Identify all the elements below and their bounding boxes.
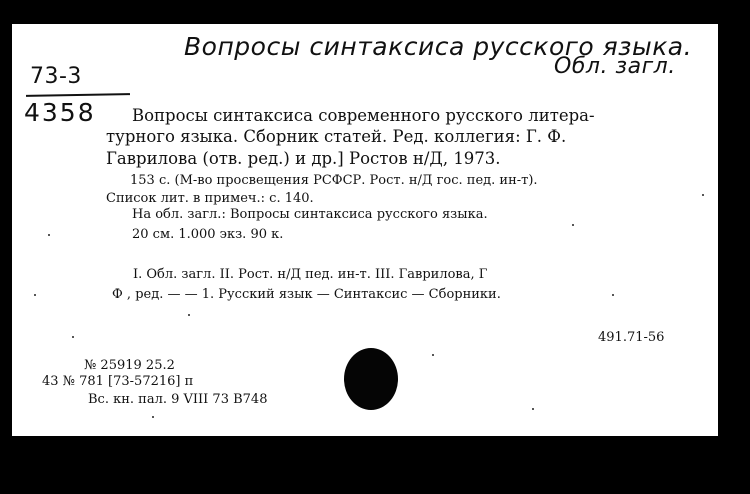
catalog-card xyxy=(12,24,718,436)
handwritten-title: Вопросы синтаксиса русского языка. xyxy=(184,32,693,61)
tracings-line-2: Ф , ред. — — 1. Русский язык — Синтаксис — Сборники. xyxy=(112,287,501,302)
entry-main-line-1: Вопросы синтаксиса современного русского литера- xyxy=(132,106,595,125)
pagination-line-4: 20 см. 1.000 экз. 90 к. xyxy=(132,227,284,242)
speck xyxy=(188,314,190,316)
speck xyxy=(702,194,704,196)
speck xyxy=(432,354,434,356)
pagination-line-3: На обл. загл.: Вопросы синтаксиса русского языка. xyxy=(132,207,488,222)
call-number-top: 73-3 xyxy=(30,64,82,89)
accession-line-3: Вс. кн. пал. 9 VIII 73 В748 xyxy=(88,392,268,407)
pagination-line-2: Список лит. в примеч.: с. 140. xyxy=(106,191,314,206)
handwritten-note: Обл. загл. xyxy=(554,54,676,79)
ink-blot xyxy=(344,348,398,410)
accession-line-1: № 25919 25.2 xyxy=(84,358,175,373)
speck xyxy=(612,294,614,296)
entry-main-line-2: турного языка. Сборник статей. Ред. коллегия: Г. Ф. xyxy=(106,127,567,146)
speck xyxy=(532,408,534,410)
call-number-bottom: 4358 xyxy=(24,98,96,127)
call-number-divider xyxy=(26,93,130,97)
pagination-line-1: 153 с. (М-во просвещения РСФСР. Рост. н/Д гос. пед. ин-т). xyxy=(130,173,538,188)
speck xyxy=(72,336,74,338)
speck xyxy=(572,224,574,226)
speck xyxy=(152,416,154,418)
tracings-line-1: I. Обл. загл. II. Рост. н/Д пед. ин-т. III. Гаврилова, Г xyxy=(133,267,488,282)
entry-main-line-3: Гаврилова (отв. ред.) и др.] Ростов н/Д, 1973. xyxy=(106,149,501,168)
classification-number: 491.71-56 xyxy=(598,330,665,345)
accession-line-2: 43 № 781 [73-57216] п xyxy=(42,374,194,389)
speck xyxy=(48,234,50,236)
speck xyxy=(34,294,36,296)
